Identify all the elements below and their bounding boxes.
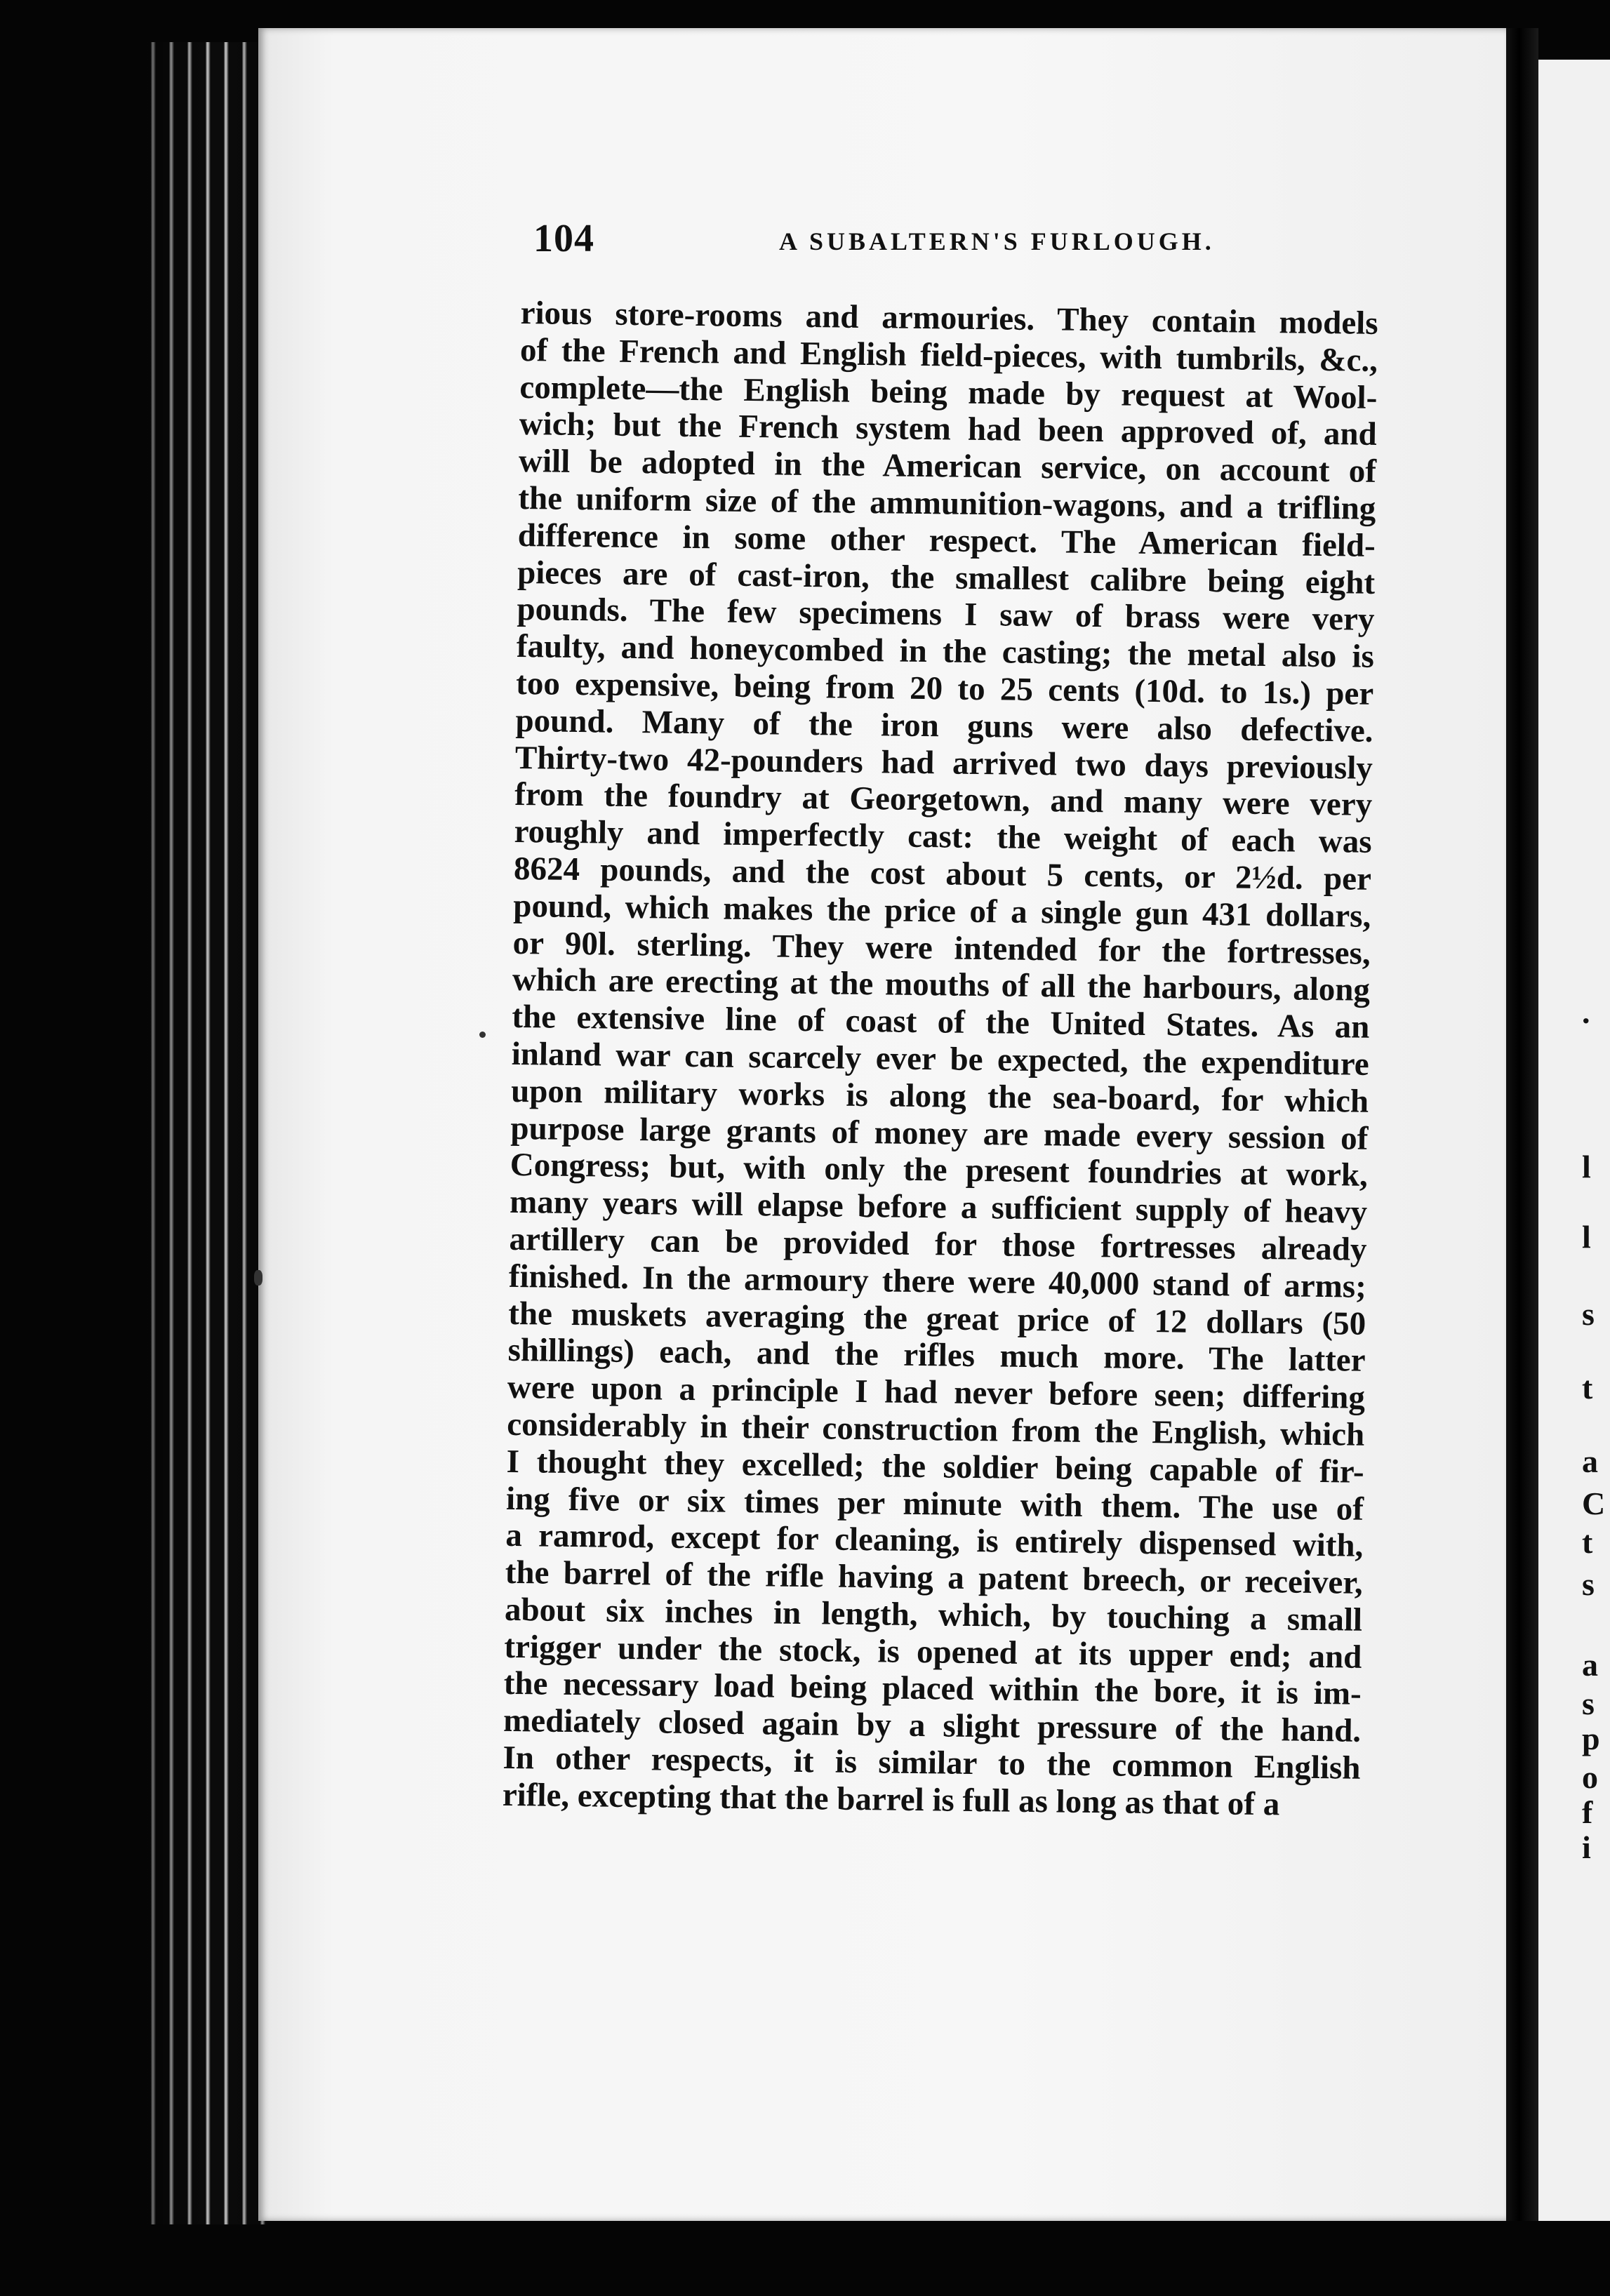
text-line: ing five or six times per minute with them. The use of xyxy=(505,1480,1364,1528)
text-line: too expensive, being from 20 to 25 cents (10d. to 1s.) per xyxy=(515,665,1374,712)
facing-page-fragment xyxy=(1538,60,1610,2221)
text-line: considerably in their construction from the English, which xyxy=(507,1406,1365,1453)
text-line: pieces are of cast-iron, the smallest calibre being eight xyxy=(517,554,1376,601)
body-text xyxy=(503,295,1378,1824)
text-line: roughly and imperfectly cast: the weight of each was xyxy=(514,813,1372,861)
facing-page-letter: s xyxy=(1582,1686,1595,1721)
paper-speck xyxy=(254,1270,262,1286)
facing-page-letter: p xyxy=(1582,1721,1600,1756)
text-line: many years will elapse before a sufficient supply of heavy xyxy=(509,1184,1368,1231)
text-line: from the foundry at Georgetown, and many were very xyxy=(514,776,1373,824)
text-line: faulty, and honeycombed in the casting; the metal also is xyxy=(516,628,1375,676)
facing-page-letter: a xyxy=(1582,1443,1598,1479)
text-line: or 90l. sterling. They were intended for the fortresses, xyxy=(512,924,1371,972)
text-line: of the French and English field-pieces, with tumbrils, &c., xyxy=(519,331,1378,379)
text-line: 8624 pounds, and the cost about 5 cents, or 2½d. per xyxy=(513,850,1372,897)
page-number: 104 xyxy=(533,217,594,260)
facing-page-letter: i xyxy=(1582,1829,1591,1865)
facing-page-letter: t xyxy=(1582,1524,1593,1560)
text-line: Congress; but, with only the present foundries at work, xyxy=(510,1147,1369,1194)
text-line: rious store-rooms and armouries. They contain models xyxy=(520,295,1378,342)
text-line: the necessary load being placed within the bore, it is im- xyxy=(503,1665,1362,1713)
text-line: the barrel of the rifle having a patent breech, or receiver, xyxy=(505,1554,1363,1601)
book-gutter xyxy=(1506,28,1538,2221)
text-line: rifle, excepting that the barrel is full as long as that of a xyxy=(502,1776,1280,1823)
text-line: complete—the English being made by request at Wool- xyxy=(519,368,1378,416)
text-line: pound, which makes the price of a single gun 431 dollars, xyxy=(513,887,1371,935)
facing-page-letter: C xyxy=(1582,1486,1606,1521)
text-line: purpose large grants of money are made every session of xyxy=(510,1109,1369,1157)
text-line: finished. In the armoury there were 40,000 stand of arms; xyxy=(508,1257,1367,1305)
page-stack-edge xyxy=(144,42,267,2224)
facing-page-letter: l xyxy=(1582,1149,1591,1184)
facing-page-letter: f xyxy=(1582,1794,1593,1830)
paper-speck xyxy=(479,1032,486,1038)
text-line: difference in some other respect. The American field- xyxy=(517,516,1376,564)
text-line: I thought they excelled; the soldier being capable of fir- xyxy=(506,1443,1364,1490)
text-line: a ramrod, except for cleaning, is entirely dispensed with, xyxy=(505,1517,1364,1565)
text-line: pound. Many of the iron guns were also defective. xyxy=(515,702,1373,749)
facing-page-letter: s xyxy=(1582,1296,1595,1332)
text-line: the uniform size of the ammunition-wagons, and a trifling xyxy=(518,479,1376,527)
text-line: inland war can scarcely ever be expected, the expenditure xyxy=(511,1035,1370,1083)
facing-page-letter: a xyxy=(1582,1647,1598,1683)
facing-page-letter: o xyxy=(1582,1759,1598,1795)
text-line: will be adopted in the American service, on account of xyxy=(518,443,1377,490)
text-line: trigger under the stock, is opened at its upper end; and xyxy=(504,1628,1362,1676)
text-line: wich; but the French system had been approved of, and xyxy=(519,406,1377,453)
running-head-title: A SUBALTERN'S FURLOUGH. xyxy=(779,227,1215,255)
facing-page-letter: t xyxy=(1582,1370,1593,1406)
text-line: were upon a principle I had never before seen; differing xyxy=(507,1368,1366,1416)
text-line: the extensive line of coast of the United States. As an xyxy=(512,999,1370,1046)
text-line: shillings) each, and the rifles much more. The latter xyxy=(507,1332,1366,1380)
text-line: about six inches in length, which, by touching a small xyxy=(504,1591,1363,1638)
text-line: upon military works is along the sea-board, for which xyxy=(510,1072,1369,1120)
running-head xyxy=(533,211,1432,267)
text-line: In other respects, it is similar to the common English xyxy=(503,1739,1361,1787)
text-line: mediately closed again by a slight pressure of the hand. xyxy=(503,1702,1362,1750)
text-line: pounds. The few specimens I saw of brass were very xyxy=(517,591,1375,639)
facing-page-letter: . xyxy=(1582,994,1590,1030)
text-line: which are erecting at the mouths of all the harbours, along xyxy=(512,961,1371,1009)
text-line: artillery can be provided for those fortresses already xyxy=(509,1220,1367,1268)
text-line: the muskets averaging the great price of 12 dollars (50 xyxy=(507,1295,1366,1342)
text-line: Thirty-two 42-pounders had arrived two days previously xyxy=(514,739,1373,787)
facing-page-letter: s xyxy=(1582,1566,1595,1602)
facing-page-letter: l xyxy=(1582,1219,1591,1255)
